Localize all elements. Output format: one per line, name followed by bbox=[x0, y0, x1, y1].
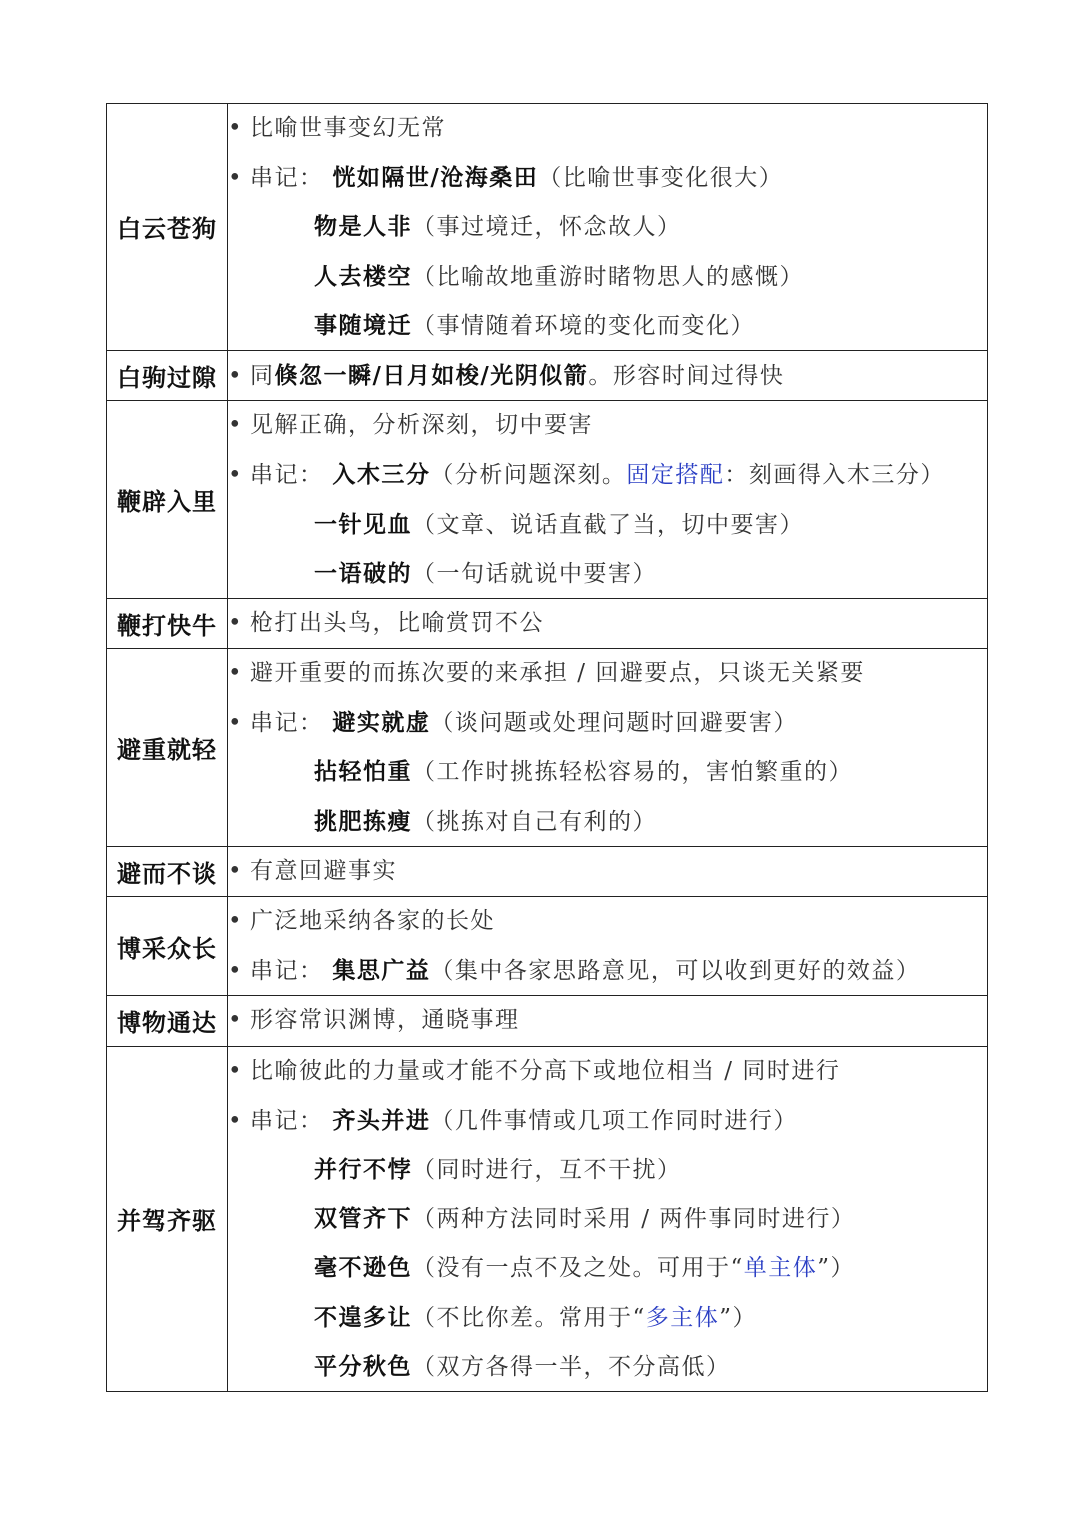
idiom-term: 避重就轻 bbox=[107, 649, 228, 847]
related-idiom-line bbox=[228, 301, 987, 350]
idiom-row bbox=[107, 846, 988, 896]
text-segment: 广泛地采纳各家的长处 bbox=[250, 908, 495, 934]
bullet-icon: • bbox=[228, 1057, 244, 1084]
text-segment: 。形容时间过得快 bbox=[588, 362, 785, 389]
idiom-keyword: 倏忽一瞬/日月如梭/光阴似箭 bbox=[274, 361, 589, 389]
bullet-icon: • bbox=[228, 857, 244, 884]
text-segment: （比喻世事变化很大） bbox=[538, 165, 784, 192]
bullet-icon: • bbox=[228, 958, 244, 985]
idiom-term: 白驹过隙 bbox=[107, 350, 228, 400]
text-segment: （分析问题深刻。 bbox=[430, 462, 627, 489]
text-segment: （同时进行，互不干扰） bbox=[412, 1156, 682, 1183]
idiom-keyword: 集思广益 bbox=[332, 957, 431, 985]
idiom-explanation bbox=[228, 897, 988, 996]
text-segment: 同 bbox=[250, 362, 275, 389]
related-idiom-line bbox=[228, 1293, 987, 1342]
text-segment: （没有一点不及之处。可用于“ bbox=[412, 1255, 744, 1282]
idiom-row bbox=[107, 104, 988, 351]
idiom-term: 鞭辟入里 bbox=[107, 401, 228, 599]
idiom-explanation bbox=[228, 1046, 988, 1391]
text-segment: 有意回避事实 bbox=[250, 857, 397, 884]
explanation-line bbox=[228, 153, 987, 202]
idiom-keyword: 人去楼空 bbox=[314, 262, 412, 290]
text-segment: 串记： bbox=[250, 462, 333, 489]
bullet-icon: • bbox=[228, 462, 244, 489]
text-segment: 比喻世事变幻无常 bbox=[250, 115, 446, 141]
related-idiom-line bbox=[228, 1342, 987, 1391]
text-segment: ：刻画得入木三分） bbox=[724, 462, 945, 489]
text-segment: （文章、说话直截了当，切中要害） bbox=[412, 511, 804, 538]
bullet-icon: • bbox=[228, 1007, 244, 1034]
explanation-line bbox=[228, 847, 987, 896]
explanation-line bbox=[228, 401, 987, 450]
idiom-keyword: 平分秋色 bbox=[314, 1352, 412, 1380]
idiom-explanation bbox=[228, 350, 988, 400]
idiom-term: 博物通达 bbox=[107, 996, 228, 1046]
bullet-icon: • bbox=[228, 1107, 244, 1134]
idiom-keyword: 齐头并进 bbox=[332, 1106, 431, 1134]
idiom-keyword: 物是人非 bbox=[314, 213, 412, 241]
idiom-table bbox=[106, 103, 988, 1392]
idiom-keyword: 事随境迁 bbox=[314, 311, 412, 339]
idiom-keyword: 毫不逊色 bbox=[314, 1254, 412, 1282]
related-idiom-line bbox=[228, 549, 987, 598]
explanation-line bbox=[228, 1047, 987, 1096]
idiom-term: 博采众长 bbox=[107, 897, 228, 996]
explanation-line bbox=[228, 946, 987, 995]
idiom-term: 并驾齐驱 bbox=[107, 1046, 228, 1391]
explanation-line bbox=[228, 897, 987, 946]
idiom-explanation bbox=[228, 996, 988, 1046]
idiom-row bbox=[107, 598, 988, 648]
related-idiom-line bbox=[228, 1194, 987, 1243]
text-segment: 见解正确，分析深刻，切中要害 bbox=[250, 412, 593, 439]
related-idiom-line bbox=[228, 252, 987, 301]
highlight-text: 单主体 bbox=[743, 1255, 818, 1282]
text-segment: （谈问题或处理问题时回避要害） bbox=[430, 710, 798, 737]
bullet-icon: • bbox=[228, 908, 244, 934]
idiom-explanation bbox=[228, 649, 988, 847]
text-segment: （挑拣对自己有利的） bbox=[412, 808, 657, 835]
bullet-icon: • bbox=[228, 710, 244, 737]
related-idiom-line bbox=[228, 500, 987, 549]
idiom-explanation bbox=[228, 401, 988, 599]
text-segment: 形容常识渊博，通晓事理 bbox=[250, 1007, 520, 1034]
idiom-explanation bbox=[228, 846, 988, 896]
explanation-line bbox=[228, 351, 987, 400]
text-segment: 避开重要的而拣次要的来承担 / 回避要点，只谈无关紧要 bbox=[250, 660, 865, 687]
idiom-explanation bbox=[228, 104, 988, 351]
explanation-line bbox=[228, 698, 987, 747]
related-idiom-line bbox=[228, 202, 987, 251]
bullet-icon: • bbox=[228, 660, 244, 687]
idiom-explanation bbox=[228, 598, 988, 648]
text-segment: 串记： bbox=[250, 1107, 333, 1134]
idiom-keyword: 拈轻怕重 bbox=[314, 758, 412, 786]
text-segment: （两种方法同时采用 / 两件事同时进行） bbox=[412, 1206, 856, 1233]
related-idiom-line bbox=[228, 747, 987, 796]
idiom-table-body bbox=[107, 104, 988, 1392]
explanation-line bbox=[228, 599, 987, 648]
text-segment: 串记： bbox=[250, 710, 333, 737]
bullet-icon: • bbox=[228, 412, 244, 439]
text-segment: （工作时挑拣轻松容易的，害怕繁重的） bbox=[412, 759, 853, 786]
idiom-keyword: 挑肥拣瘦 bbox=[314, 807, 412, 835]
explanation-line bbox=[228, 104, 987, 153]
text-segment: （事情随着环境的变化而变化） bbox=[412, 312, 755, 339]
idiom-row bbox=[107, 996, 988, 1046]
idiom-keyword: 并行不悖 bbox=[314, 1155, 412, 1183]
idiom-term: 白云苍狗 bbox=[107, 104, 228, 351]
text-segment: ”） bbox=[817, 1255, 856, 1282]
idiom-keyword: 避实就虚 bbox=[332, 709, 431, 737]
text-segment: （几件事情或几项工作同时进行） bbox=[430, 1107, 798, 1134]
idiom-row bbox=[107, 401, 988, 599]
idiom-keyword: 入木三分 bbox=[332, 461, 431, 489]
text-segment: 比喻彼此的力量或才能不分高下或地位相当 / 同时进行 bbox=[250, 1057, 841, 1084]
explanation-line bbox=[228, 450, 987, 499]
text-segment: （一句话就说中要害） bbox=[412, 560, 657, 587]
explanation-line bbox=[228, 649, 987, 698]
idiom-row bbox=[107, 1046, 988, 1391]
related-idiom-line bbox=[228, 1145, 987, 1194]
text-segment: ”） bbox=[719, 1304, 758, 1331]
related-idiom-line bbox=[228, 1243, 987, 1292]
bullet-icon: • bbox=[228, 609, 244, 636]
bullet-icon: • bbox=[228, 115, 244, 141]
text-segment: （不比你差。常用于“ bbox=[412, 1304, 646, 1331]
idiom-keyword: 恍如隔世/沧海桑田 bbox=[332, 164, 539, 192]
idiom-row bbox=[107, 897, 988, 996]
idiom-keyword: 一针见血 bbox=[314, 510, 412, 538]
idiom-keyword: 双管齐下 bbox=[314, 1205, 412, 1233]
idiom-row bbox=[107, 350, 988, 400]
explanation-line bbox=[228, 996, 987, 1045]
bullet-icon: • bbox=[228, 362, 244, 389]
idiom-row bbox=[107, 649, 988, 847]
text-segment: 串记： bbox=[250, 958, 333, 985]
text-segment: 枪打出头鸟，比喻赏罚不公 bbox=[250, 609, 544, 636]
idiom-keyword: 一语破的 bbox=[314, 559, 412, 587]
bullet-icon: • bbox=[228, 165, 244, 192]
idiom-keyword: 不遑多让 bbox=[314, 1303, 412, 1331]
text-segment: （事过境迁，怀念故人） bbox=[412, 214, 682, 241]
related-idiom-line bbox=[228, 797, 987, 846]
text-segment: 串记： bbox=[250, 165, 333, 192]
text-segment: （集中各家思路意见，可以收到更好的效益） bbox=[430, 958, 921, 985]
text-segment: （双方各得一半，不分高低） bbox=[412, 1353, 731, 1380]
text-segment: （比喻故地重游时睹物思人的感慨） bbox=[412, 263, 804, 290]
explanation-line bbox=[228, 1096, 987, 1145]
highlight-text: 多主体 bbox=[645, 1304, 720, 1331]
idiom-term: 鞭打快牛 bbox=[107, 598, 228, 648]
highlight-text: 固定搭配 bbox=[626, 462, 725, 489]
idiom-term: 避而不谈 bbox=[107, 846, 228, 896]
